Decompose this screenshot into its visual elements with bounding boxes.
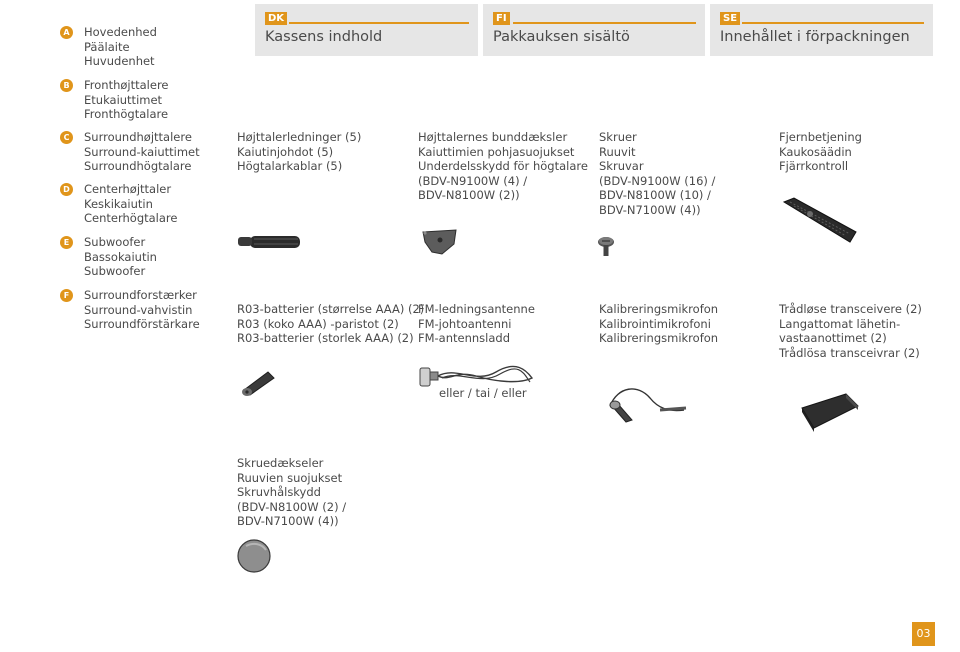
item-line: FM-johtoantenni xyxy=(418,316,512,331)
index-item-e xyxy=(84,235,157,279)
item-line: Højttalernes bunddæksler xyxy=(418,130,568,144)
header-dk xyxy=(255,4,478,56)
item-line: Trådlösa transceivrar (2) xyxy=(779,345,920,360)
item-calibration-mic xyxy=(599,302,718,346)
index-item-d xyxy=(84,182,177,226)
index-line: Surroundforstærker xyxy=(84,288,197,302)
item-line: Skruvar xyxy=(599,159,644,174)
item-line: Kalibrointimikrofoni xyxy=(599,316,711,331)
fm-antenna-alternatives: eller / tai / eller xyxy=(439,386,527,400)
header-se xyxy=(710,4,933,56)
item-line: (BDV-N8100W (2) / xyxy=(237,499,347,514)
index-letter-b: B xyxy=(60,79,73,92)
battery-icon xyxy=(238,368,278,396)
index-line: Hovedenhed xyxy=(84,25,157,39)
item-line: Trådløse transceivere (2) xyxy=(779,302,922,316)
index-item-f xyxy=(84,288,200,332)
item-speaker-cables xyxy=(237,130,361,174)
item-line: Langattomat lähetin- xyxy=(779,316,901,331)
speaker-cover-icon xyxy=(420,226,460,258)
item-screws xyxy=(599,130,715,218)
index-letter-f: F xyxy=(60,289,73,302)
index-letter-d: D xyxy=(60,183,73,196)
index-line: Etukaiuttimet xyxy=(84,92,163,107)
item-fm-antenna xyxy=(418,302,535,346)
index-line: Surround-vahvistin xyxy=(84,302,193,317)
screw-icon xyxy=(597,236,615,258)
remote-control-icon xyxy=(780,196,860,246)
header-rule xyxy=(513,22,696,24)
index-item-c xyxy=(84,130,200,174)
page-number: 03 xyxy=(912,622,935,646)
item-line: (BDV-N9100W (16) / xyxy=(599,173,716,188)
header-rule xyxy=(289,22,469,24)
microphone-icon xyxy=(598,376,690,424)
header-title-se: Innehållet i förpackningen xyxy=(720,29,910,45)
item-line: R03-batterier (storlek AAA) (2) xyxy=(237,331,414,346)
item-speaker-covers xyxy=(418,130,588,203)
item-line: Fjernbetjening xyxy=(779,130,862,144)
lang-badge-dk: DK xyxy=(265,12,287,25)
item-line: Kalibreringsmikrofon xyxy=(599,331,719,346)
screw-cover-icon xyxy=(236,538,272,574)
item-line: Højttalerledninger (5) xyxy=(237,130,362,144)
item-line: (BDV-N9100W (4) / xyxy=(418,173,528,188)
index-line: Päälaite xyxy=(84,39,130,54)
index-line: Surroundhøjttalere xyxy=(84,130,192,144)
index-line: Surround-kaiuttimet xyxy=(84,144,200,159)
item-line: Kaukosäädin xyxy=(779,144,852,159)
item-line: Skruer xyxy=(599,130,637,144)
header-title-dk: Kassens indhold xyxy=(265,29,383,45)
index-line: Subwoofer xyxy=(84,264,146,279)
item-line: Skruedækseler xyxy=(237,456,324,470)
transceiver-icon xyxy=(798,388,862,432)
item-screw-covers xyxy=(237,456,346,529)
item-line: Underdelsskydd för högtalare xyxy=(418,159,588,174)
item-line: Fjärrkontroll xyxy=(779,159,849,174)
index-letter-a: A xyxy=(60,26,73,39)
lang-badge-fi: FI xyxy=(493,12,510,25)
item-line: R03 (koko AAA) -paristot (2) xyxy=(237,316,399,331)
index-line: Bassokaiutin xyxy=(84,249,157,264)
index-line: Surroundhögtalare xyxy=(84,159,192,174)
index-line: Centerhögtalare xyxy=(84,211,178,226)
index-letter-e: E xyxy=(60,236,73,249)
item-line: Kaiuttimien pohjasuojukset xyxy=(418,144,575,159)
item-line: Skruvhålskydd xyxy=(237,485,321,500)
item-remote xyxy=(779,130,862,174)
speaker-cable-icon xyxy=(236,230,302,252)
item-line: BDV-N8100W (10) / xyxy=(599,188,711,203)
header-title-fi: Pakkauksen sisältö xyxy=(493,29,630,45)
item-line: R03-batterier (størrelse AAA) (2) xyxy=(237,302,425,316)
item-line: BDV-N8100W (2)) xyxy=(418,188,520,203)
item-line: BDV-N7100W (4)) xyxy=(599,202,701,217)
lang-badge-se: SE xyxy=(720,12,740,25)
header-fi xyxy=(483,4,705,56)
index-line: Surroundförstärkare xyxy=(84,317,200,332)
header-rule xyxy=(742,22,924,24)
item-line: FM-ledningsantenne xyxy=(418,302,535,316)
index-line: Subwoofer xyxy=(84,235,146,249)
index-line: Fronthögtalare xyxy=(84,107,169,122)
item-line: vastaanottimet (2) xyxy=(779,331,887,346)
item-line: Kalibreringsmikrofon xyxy=(599,302,719,316)
item-line: BDV-N7100W (4)) xyxy=(237,514,339,529)
index-line: Centerhøjttaler xyxy=(84,182,172,196)
index-item-b xyxy=(84,78,169,122)
item-line: Högtalarkablar (5) xyxy=(237,159,343,174)
item-line: FM-antennsladd xyxy=(418,331,511,346)
index-line: Fronthøjttalere xyxy=(84,78,169,92)
item-transceivers xyxy=(779,302,922,360)
item-batteries xyxy=(237,302,424,346)
index-item-a xyxy=(84,25,157,69)
index-line: Keskikaiutin xyxy=(84,196,153,211)
index-line: Huvudenhet xyxy=(84,54,155,69)
item-line: Kaiutinjohdot (5) xyxy=(237,144,334,159)
item-line: Ruuvit xyxy=(599,144,636,159)
item-line: Ruuvien suojukset xyxy=(237,470,343,485)
index-letter-c: C xyxy=(60,131,73,144)
